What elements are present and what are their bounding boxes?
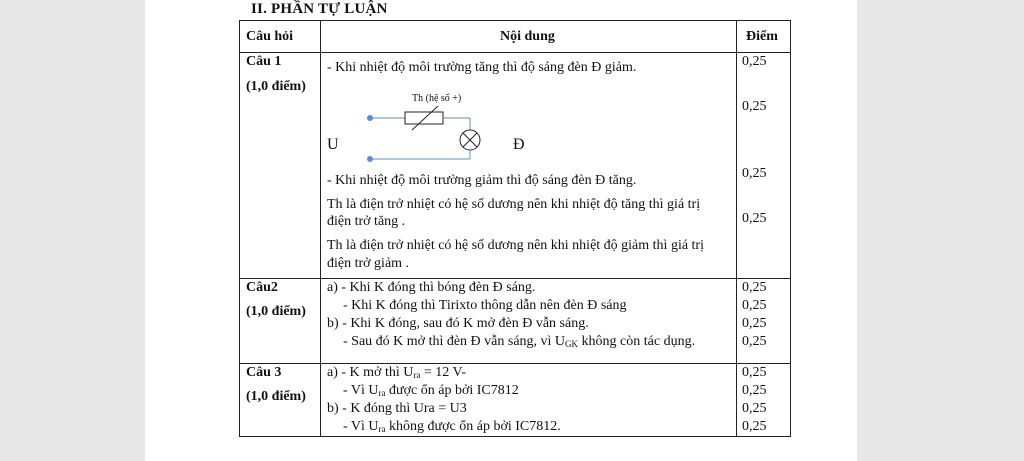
q1-score-3: 0,25 xyxy=(742,166,767,181)
q1-label: Câu 1 xyxy=(246,54,282,69)
q3-score-3: 0,25 xyxy=(742,401,767,416)
q1-line3a: Th là điện trở nhiệt có hệ số dương nên khi nhiệt độ tăng thì giá trị xyxy=(327,197,701,212)
q3-line3: b) - K đóng thì Ura = U3 xyxy=(327,401,467,416)
q2-label: Câu2 xyxy=(246,280,278,295)
q3-points: (1,0 điểm) xyxy=(246,389,306,404)
q2-line4: - Sau đó K mở thì đèn Đ vẫn sáng, vì $U_{GK}$ không còn tác dụng. xyxy=(343,334,696,349)
header-content: Nội dung xyxy=(500,29,555,44)
terminal-bottom xyxy=(367,156,373,162)
q1-line4b: điện trở giảm . xyxy=(327,256,410,271)
header-score: Điểm xyxy=(746,29,778,44)
terminal-top xyxy=(367,115,373,121)
q3-line1: a) - K mở thì $U_{ra} = 12$ V- xyxy=(327,365,466,380)
q1-line2: - Khi nhiệt độ môi trường giảm thì độ sáng đèn Đ tăng. xyxy=(327,173,637,188)
q2-line3: b) - Khi K đóng, sau đó K mở đèn Đ vẫn sáng. xyxy=(327,316,589,331)
section-title: II. PHẦN TỰ LUẬN xyxy=(251,1,388,17)
thermistor-circuit-diagram xyxy=(320,86,550,166)
q1-score-1: 0,25 xyxy=(742,54,767,69)
q1-line4a: Th là điện trở nhiệt có hệ số dương nên khi nhiệt độ giảm thì giá trị xyxy=(327,238,704,253)
q2-points: (1,0 điểm) xyxy=(246,304,306,319)
q2-line2: - Khi K đóng thì Tirixto thông dẫn nên đèn Đ sáng xyxy=(343,298,627,313)
header-question: Câu hỏi xyxy=(246,29,294,44)
q1-line1: - Khi nhiệt độ môi trường tăng thì độ sáng đèn Đ giảm. xyxy=(327,60,637,75)
q2-score-3: 0,25 xyxy=(742,316,767,331)
q2-score-4: 0,25 xyxy=(742,334,767,349)
q2-line1: a) - Khi K đóng thì bóng đèn Đ sáng. xyxy=(327,280,536,295)
q3-score-2: 0,25 xyxy=(742,383,767,398)
voltage-label: U xyxy=(327,136,339,153)
q1-points: (1,0 điểm) xyxy=(246,79,306,94)
q1-line3b: điện trở tăng . xyxy=(327,214,406,229)
q3-line2: - Vì $U_{ra}$ được ổn áp bởi IC7812 xyxy=(343,383,519,398)
thermistor-label: Th (hệ số +) xyxy=(412,93,462,104)
q3-label: Câu 3 xyxy=(246,365,282,380)
q2-score-1: 0,25 xyxy=(742,280,767,295)
q3-score-4: 0,25 xyxy=(742,419,767,434)
q2-score-2: 0,25 xyxy=(742,298,767,313)
q1-score-4: 0,25 xyxy=(742,211,767,226)
q3-score-1: 0,25 xyxy=(742,365,767,380)
thermistor-symbol xyxy=(405,112,443,124)
lamp-label: Đ xyxy=(513,136,525,153)
q1-score-2: 0,25 xyxy=(742,99,767,114)
q3-line4: - Vì $U_{ra}$ không được ổn áp bởi IC7812. xyxy=(343,419,561,434)
